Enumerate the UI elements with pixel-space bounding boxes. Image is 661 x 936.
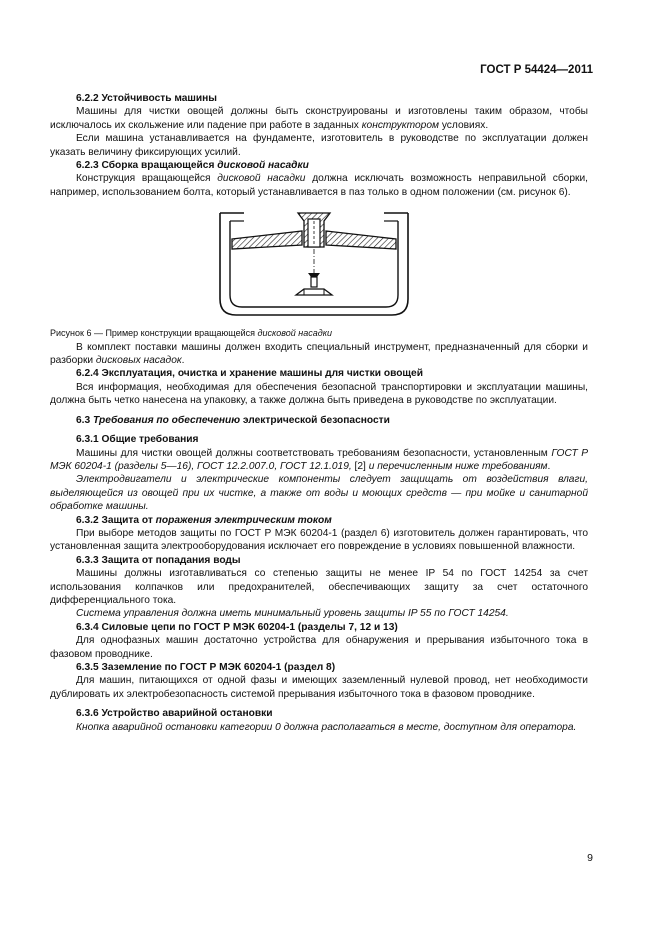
section-6-3-1-paragraph-2: Электродвигатели и электрические компоненты следует защищать от воздействия влаги, выделяющейся из овощей при их чистке, а также от воды и моющих средств — при мойке и санитарной обработке машины. xyxy=(50,474,588,513)
page-content xyxy=(50,92,588,734)
section-6-3-4-paragraph-1: Для однофазных машин достаточно устройства для обнаружения и прерывания избыточного тока в фазовом проводнике. xyxy=(50,635,588,660)
section-6-3-2-paragraph-1: При выборе методов защиты по ГОСТ Р МЭК 60204-1 (раздел 6) изготовитель должен гарантировать, что установленная защита электрооборудования исключает его повреждение в условиях повышенной влажности. xyxy=(50,527,588,553)
figure-6-caption: Рисунок 6 — Пример конструкции вращающейся дисковой насадки xyxy=(50,328,332,339)
section-6-2-2-paragraph-1: Машины для чистки овощей должны быть сконструированы и изготовлены таким образом, чтобы исключалось их скольжение или падение при работе в заданных конструктором условиях. xyxy=(50,106,588,131)
section-6-2-4-paragraph-1: Вся информация, необходимая для обеспечения безопасной транспортировки и эксплуатации машины, должна быть четко нанесена на упаковку, а также должна быть приведена в руководстве по эксплуатации. xyxy=(50,381,588,407)
section-6-2-3-paragraph-1: Конструкция вращающейся дисковой насадки должна исключать возможность неправильной сборки, например, использованием болта, который устанавливается в паз только в одном положении (см. рисунок 6). xyxy=(50,173,588,198)
section-6-3-4-title: 6.3.4 Силовые цепи по ГОСТ Р МЭК 60204-1 (разделы 7, 12 и 13) xyxy=(76,621,398,633)
section-6-3-6-paragraph-1: Кнопка аварийной остановки категории 0 должна располагаться в месте, доступном для оператора. xyxy=(76,721,577,733)
section-6-2-2-paragraph-2: Если машина устанавливается на фундаменте, изготовитель в руководстве по эксплуатации должен указать величину фиксирующих усилий. xyxy=(50,133,588,158)
figure-6 xyxy=(50,203,588,327)
section-6-3-1-title: 6.3.1 Общие требования xyxy=(76,434,199,446)
delivery-kit-paragraph: В комплект поставки машины должен входить специальный инструмент, предназначенный для сборки и разборки дисковых насадок. xyxy=(50,341,588,367)
section-6-3-3-paragraph-2: Система управления должна иметь минимальный уровень защиты IP 55 по ГОСТ 14254. xyxy=(76,608,509,620)
section-6-3-3-title: 6.3.3 Защита от попадания воды xyxy=(76,554,241,566)
section-6-3-title: 6.3 Требования по обеспечению электрической безопасности xyxy=(76,414,390,426)
section-6-2-3-title: 6.2.3 Сборка вращающейся дисковой насадки xyxy=(76,160,309,172)
section-6-3-5-paragraph-1: Для машин, питающихся от одной фазы и имеющих заземленный нулевой провод, нет необходимости дублировать их электробезопасность системой прерывания избыточного тока в фазовом проводнике. xyxy=(50,675,588,700)
section-6-3-2-title: 6.3.2 Защита от поражения электрическим током xyxy=(76,514,332,526)
section-6-3-5-title: 6.3.5 Заземление по ГОСТ Р МЭК 60204-1 (раздел 8) xyxy=(76,662,336,673)
section-6-3-6-title: 6.3.6 Устройство аварийной остановки xyxy=(76,708,273,720)
section-6-2-2-title: 6.2.2 Устойчивость машины xyxy=(76,93,218,104)
page-number: 9 xyxy=(587,852,593,864)
section-6-2-4-title: 6.2.4 Эксплуатация, очистка и хранение машины для чистки овощей xyxy=(76,368,423,380)
section-6-3-3-paragraph-1: Машины должны изготавливаться со степенью защиты не менее IP 54 по ГОСТ 14254 за счет использования колпачков или предохранителей, обеспечивающих защиту за счет остаточного дифференциального тока. xyxy=(50,568,588,606)
disc-attachment-drawing xyxy=(214,203,414,323)
document-id-header: ГОСТ Р 54424—2011 xyxy=(480,64,593,76)
section-6-3-1-paragraph-1: Машины для чистки овощей должны соответствовать требованиям безопасности, установленным ГОСТ Р МЭК 60204-1 (разделы 5—16), ГОСТ 12.2.007.0, ГОСТ 12.1.019, [2] и перечисленным ниже требованиям. xyxy=(50,447,589,472)
